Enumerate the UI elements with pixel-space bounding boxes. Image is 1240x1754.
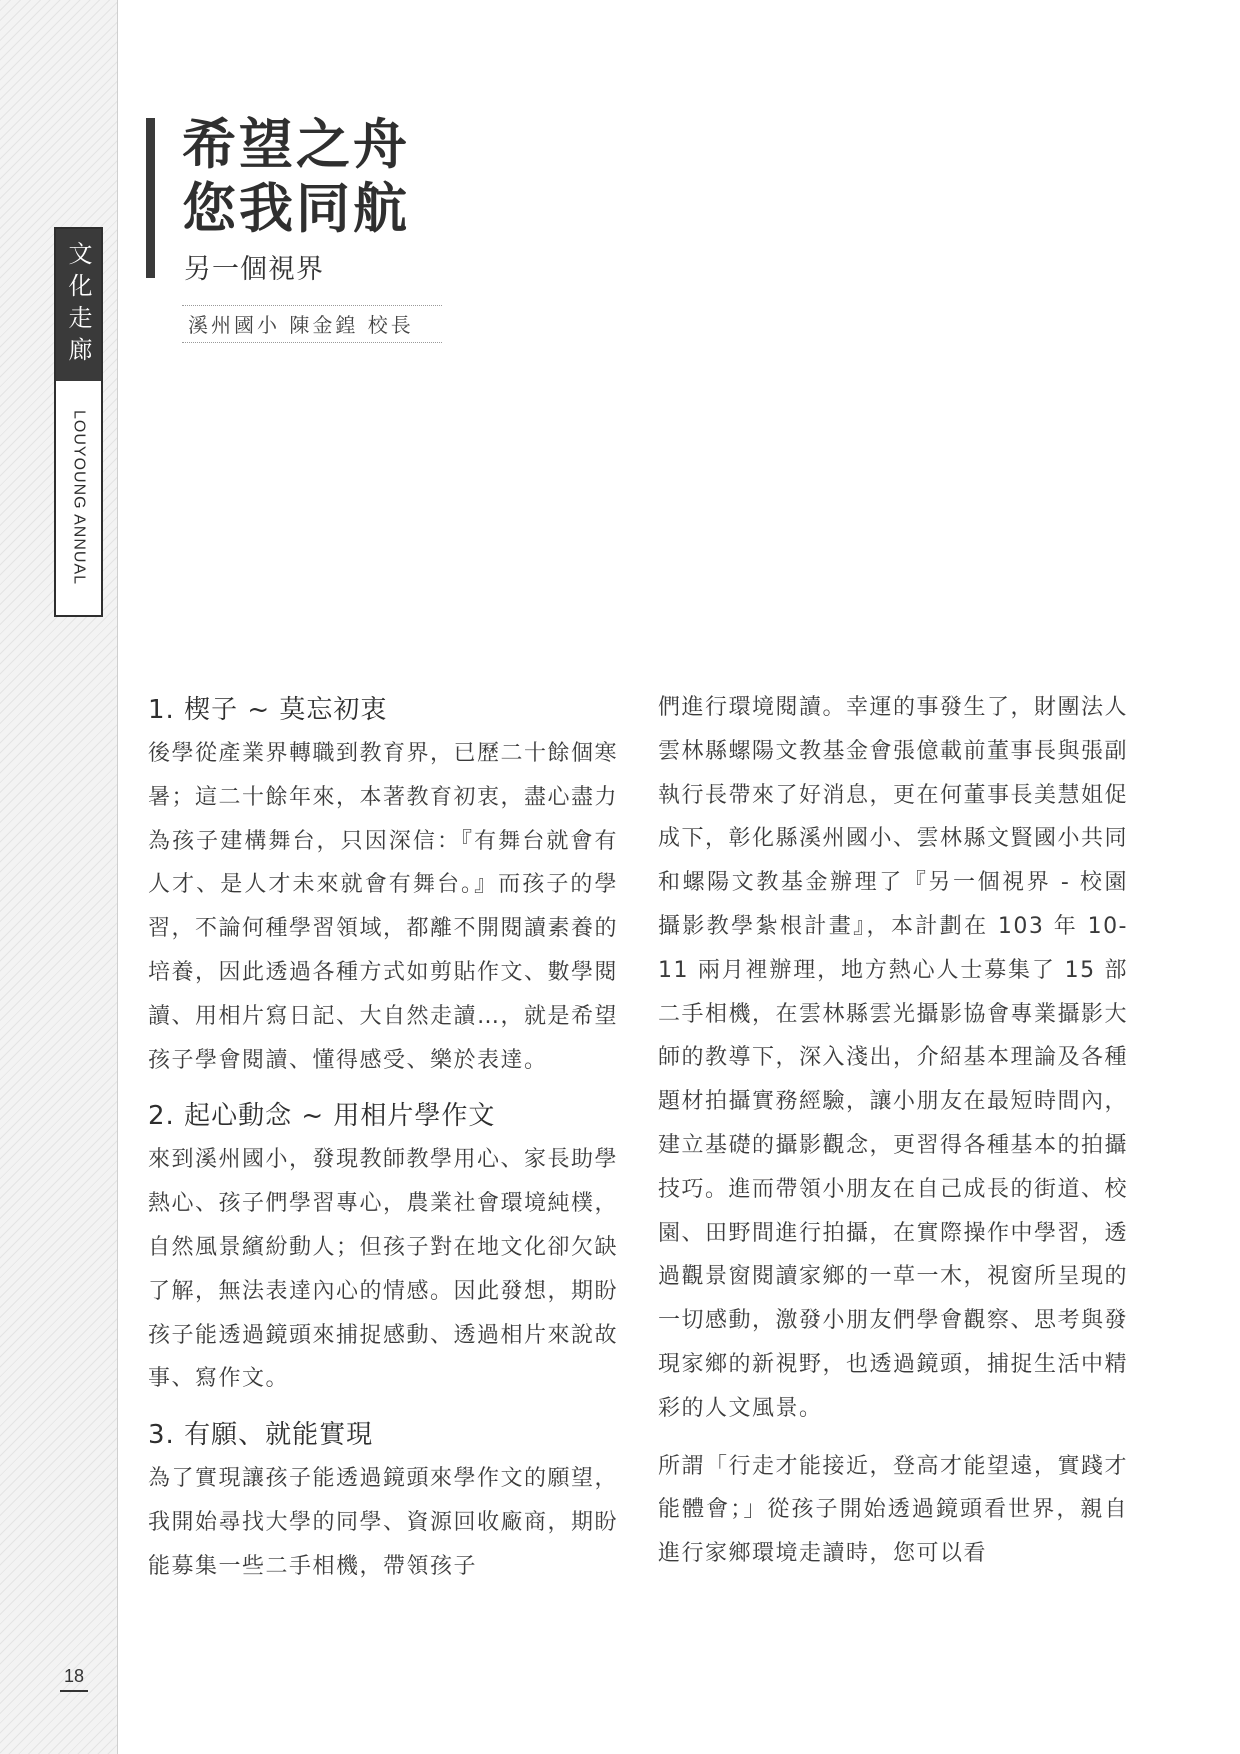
section-heading-1: 1. 楔子 ~ 莫忘初衷: [148, 695, 388, 725]
section-body-1: 後學從產業界轉職到教育界，已歷二十餘個寒暑；這二十餘年來，本著教育初衷，盡心盡力為孩子建構舞台，只因深信：『有舞台就會有人才、是人才未來就會有舞台。』而孩子的學習，不論何種學習領域，都離不開閱讀素養的培養，因此透過各種方式如剪貼作文、數學閱讀、用相片寫日記、大自然走讀…，就是希望孩子學會閱讀、懂得感受、樂於表達。: [148, 741, 619, 1073]
page-number: 18: [60, 1666, 88, 1692]
page-title: [182, 112, 410, 240]
article-column-right: [658, 690, 1128, 1590]
title-accent-bar: [146, 118, 155, 278]
section-tab-zh-label: 文化走廊: [64, 241, 92, 369]
margin-divider-line: [117, 0, 118, 1754]
author-byline: 溪州國小 陳金鍠 校長: [182, 305, 442, 343]
title-line-2: 您我同航: [182, 176, 410, 240]
section-tab-en-label: LOUYOUNG ANNUAL: [70, 410, 88, 586]
section-tab-en: [56, 381, 101, 615]
right-column-paragraph-2: 所謂「行走才能接近，登高才能望遠，實踐才能體會；」從孩子開始透過鏡頭看世界，親自進行家鄉環境走讀時，您可以看: [658, 1453, 1129, 1567]
section-heading-3: 3. 有願、就能實現: [148, 1420, 374, 1451]
section-heading-2: 2. 起心動念 ~ 用相片學作文: [148, 1101, 496, 1132]
section-tab-zh: [56, 229, 101, 381]
section-body-3: 為了實現讓孩子能透過鏡頭來學作文的願望，我開始尋找大學的同學、資源回收廠商，期盼能募集一些二手相機，帶領孩子: [148, 1466, 619, 1579]
section-body-2: 來到溪州國小，發現教師教學用心、家長助學熱心、孩子們學習專心，農業社會環境純樸，自然風景繽紛動人；但孩子對在地文化卻欠缺了解，無法表達內心的情感。因此發想，期盼孩子能透過鏡頭來捕捉感動、透過相片來說故事、寫作文。: [148, 1147, 619, 1392]
right-column-paragraph-1: 們進行環境閱讀。幸運的事發生了，財團法人雲林縣螺陽文教基金會張億載前董事長與張副執行長帶來了好消息，更在何董事長美慧姐促成下，彰化縣溪州國小、雲林縣文賢國小共同和螺陽文教基金辦理了『另一個視界 - 校園攝影教學紮根計畫』，本計劃在 103 年 10-11 兩月裡辦理，地方熱心人士募集了 15 部二手相機，在雲林縣雲光攝影協會專業攝影大師的教導下，深入淺出，介紹基本理論及各種題材拍攝實務經驗，讓小朋友在最短時間內，建立基礎的攝影觀念，更習得各種基本的拍攝技巧。進而帶領小朋友在自己成長的街道、校園、田野間進行拍攝，在實際操作中學習，透過觀景窗閱讀家鄉的一草一木，視窗所呈現的一切感動，激發小朋友們學會觀察、思考與發現家鄉的新視野，也透過鏡頭，捕捉生活中精彩的人文風景。: [658, 695, 1129, 1421]
article-column-left: [148, 690, 618, 1603]
title-line-1: 希望之舟: [182, 112, 410, 176]
page-subtitle: 另一個視界: [184, 254, 324, 285]
section-side-tab: [54, 227, 103, 617]
